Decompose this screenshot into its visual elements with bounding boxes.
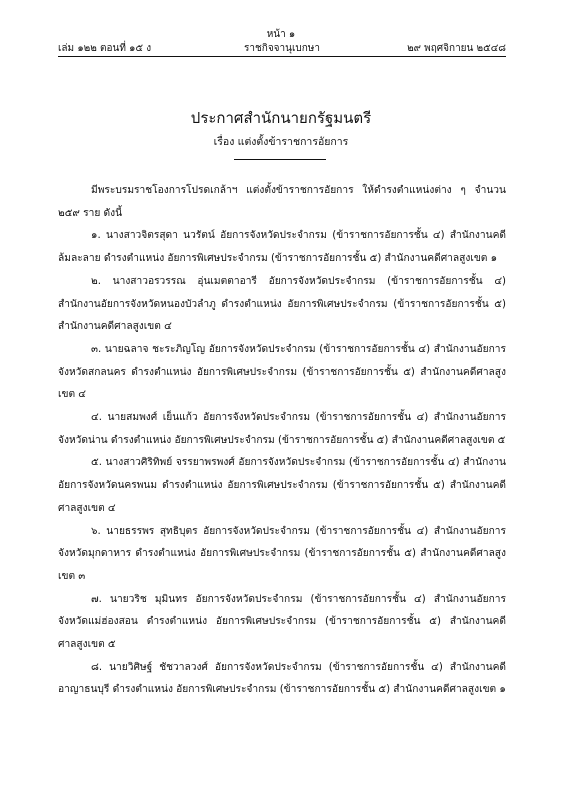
- appointment-item: ๑. นางสาวจิตรสุดา นวรัตน์ อัยการจังหวัดประจำกรม (ข้าราชการอัยการชั้น ๔) สำนักงานคดีล้มละลาย ดำรงตำแหน่ง อัยการพิเศษประจำกรม (ข้าราชการอัยการชั้น ๕) สำนักงานคดีศาลสูงเขต ๑: [58, 230, 506, 265]
- appointment-item: ๒. นางสาวอรวรรณ อุ่นเมตตาอารี อัยการจังหวัดประจำกรม (ข้าราชการอัยการชั้น ๔) สำนักงานอัยการจังหวัดหนองบัวลำภู ดำรงตำแหน่ง อัยการพิเศษประจำกรม (ข้าราชการอัยการชั้น ๕) สำนักงานคดีศาลสูงเขต ๔: [58, 275, 506, 333]
- header-left: เล่ม ๑๒๒ ตอนที่ ๑๕ ง: [58, 43, 152, 54]
- header-rule: [58, 56, 506, 57]
- title-divider: [234, 159, 326, 160]
- announcement-title: ประกาศสำนักนายกรัฐมนตรี: [190, 109, 372, 127]
- intro-paragraph: มีพระบรมราชโองการโปรดเกล้าฯ แต่งตั้งข้าราชการอัยการ ให้ดำรงตำแหน่งต่าง ๆ จำนวน ๒๕๙ ราย ดังนี้: [58, 185, 506, 219]
- appointment-item: ๗. นายวริช มุมินทร อัยการจังหวัดประจำกรม (ข้าราชการอัยการชั้น ๔) สำนักงานอัยการจังหวัดแม่ฮ่องสอน ดำรงตำแหน่ง อัยการพิเศษประจำกรม (ข้าราชการอัยการชั้น ๕) สำนักงานคดีศาลสูงเขต ๕: [58, 593, 506, 651]
- appointment-item: ๔. นายสมพงศ์ เย็นแก้ว อัยการจังหวัดประจำกรม (ข้าราชการอัยการชั้น ๔) สำนักงานอัยการจังหวัดน่าน ดำรงตำแหน่ง อัยการพิเศษประจำกรม (ข้าราชการอัยการชั้น ๕) สำนักงานคดีศาลสูงเขต ๕: [58, 412, 506, 446]
- announcement-subject: เรื่อง แต่งตั้งข้าราชการอัยการ: [213, 136, 349, 148]
- appointment-item: ๘. นายวิศิษฐ์ ชัชวาลวงศ์ อัยการจังหวัดประจำกรม (ข้าราชการอัยการชั้น ๔) สำนักงานคดีอาญาธนบุรี ดำรงตำแหน่ง อัยการพิเศษประจำกรม (ข้าราชการอัยการชั้น ๕) สำนักงานคดีศาลสูงเขต ๑: [58, 661, 506, 696]
- header-center: ราชกิจจานุเบกษา: [243, 43, 321, 54]
- appointment-item: ๖. นายธรรพร สุทธิบุตร อัยการจังหวัดประจำกรม (ข้าราชการอัยการชั้น ๔) สำนักงานอัยการจังหวัดมุกดาหาร ดำรงตำแหน่ง อัยการพิเศษประจำกรม (ข้าราชการอัยการชั้น ๕) สำนักงานคดีศาลสูงเขต ๓: [58, 525, 506, 582]
- appointment-item: ๕. นางสาวศิริทิพย์ จรรยาพรพงศ์ อัยการจังหวัดประจำกรม (ข้าราชการอัยการชั้น ๔) สำนักงานอัยการจังหวัดนครพนม ดำรงตำแหน่ง อัยการพิเศษประจำกรม (ข้าราชการอัยการชั้น ๕) สำนักงานคดีศาลสูงเขต ๔: [58, 457, 506, 514]
- appointment-item: ๓. นายฉลาจ ชะระภิญโญ อัยการจังหวัดประจำกรม (ข้าราชการอัยการชั้น ๔) สำนักงานอัยการจังหวัดสกลนคร ดำรงตำแหน่ง อัยการพิเศษประจำกรม (ข้าราชการอัยการชั้น ๕) สำนักงานคดีศาลสูงเขต ๔: [58, 343, 506, 401]
- page-number: หน้า ๑: [266, 29, 296, 40]
- header-right: ๒๙ พฤศจิกายน ๒๕๔๘: [407, 43, 506, 54]
- announcement-body: [58, 180, 506, 702]
- gazette-header: [58, 41, 506, 55]
